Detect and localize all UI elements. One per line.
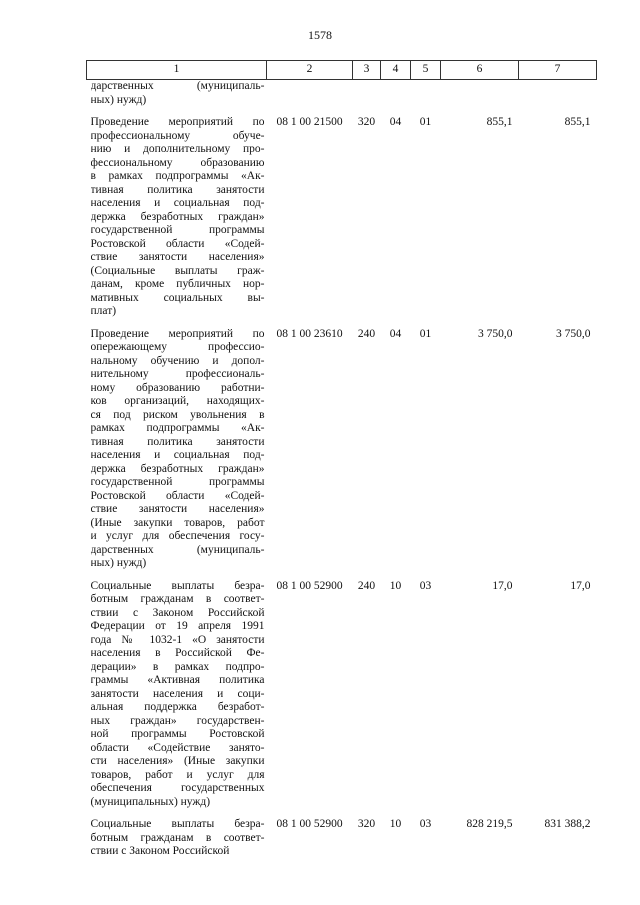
description-line: держка безработных граждан» [90,462,265,475]
subsection-code: 03 [419,818,432,830]
amount-year-2: 855,1 [564,116,591,128]
table-row [87,80,597,108]
description-line: ся под риском увольнения в [90,408,265,421]
row-spacer [87,319,597,328]
row-spacer [87,107,597,116]
row-description [87,580,267,810]
section-code: 10 [389,579,402,592]
column-header: 7 [519,61,597,80]
subsection-code: 03 [419,579,432,592]
table-row [87,818,597,859]
description-line: ных граждан» государствен- [90,714,265,727]
expense-type-code: 240 [357,579,376,592]
description-line: профессиональному обуче- [90,129,265,142]
description-line: Социальные выплаты безра- [90,579,265,592]
description-line: тивная политика занятости [90,435,265,448]
description-line: тивная политика занятости [90,183,265,196]
description-line: государственной программы [90,224,265,236]
row-spacer-cell [87,107,597,116]
description-line: (Иные закупки товаров, работ [90,516,265,529]
description-line: ному образованию работни- [90,381,265,394]
description-line: в рамках подпрограммы «Ак- [90,170,265,182]
amount-year-2: 831 388,2 [544,818,591,830]
description-line: ствие занятости населения» [90,251,265,263]
description-line: плат) [90,305,117,317]
description-line: ботным гражданам в соответ- [90,831,265,844]
page-number: 1578 [308,28,332,42]
budget-table [86,60,597,859]
description-line: (муниципальных) нужд) [90,795,211,808]
expense-type-code: 320 [357,116,376,128]
column-header: 2 [267,61,353,80]
row-spacer-cell [87,571,597,580]
row-description [87,818,267,859]
row-description [87,328,267,571]
section-code: 04 [389,116,402,128]
column-header: 3 [353,61,381,80]
description-line: Ростовской области «Содей- [90,237,265,250]
description-line: занятости населения и соци- [90,687,265,700]
row-spacer [87,571,597,580]
amount-year-1: 17,0 [492,579,513,592]
description-line: нию и дополнительному про- [90,143,265,155]
description-line: альная поддержка безработ- [90,701,265,713]
description-line: ботным гражданам в соответ- [90,593,265,605]
description-line: нительному профессиональ- [90,368,265,380]
description-line: (Социальные выплаты граж- [90,264,265,277]
description-line: данам, кроме публичных нор- [90,278,265,290]
description-line: области «Содействие занято- [90,741,265,754]
target-article-code: 08 1 00 21500 [276,116,343,128]
description-line: ков организаций, находящих- [90,395,265,407]
description-line: ных) нужд) [90,93,147,106]
amount-year-2 [519,80,597,108]
description-line: дарственных (муниципаль- [90,543,265,556]
description-line: Проведение мероприятий по [90,327,265,340]
description-line: держка безработных граждан» [90,210,265,223]
expense-type-code: 240 [357,327,376,340]
description-line: ных) нужд) [90,557,147,569]
subsection-code [411,80,441,108]
section-code [381,80,411,108]
description-line: товаров, работ и услуг для [90,768,265,781]
table-row [87,116,597,319]
row-description [87,116,267,319]
target-article-code: 08 1 00 52900 [276,818,343,830]
row-spacer-cell [87,809,597,818]
amount-year-1: 855,1 [486,116,513,128]
description-line: ствии с Законом Российской [90,845,230,857]
description-line: дерации» в рамках подпро- [90,660,265,673]
description-line: опережающему профессио- [90,341,265,353]
table-row [87,580,597,810]
column-number-header-row [87,61,597,80]
description-line: Федерации от 19 апреля 1991 [90,620,265,632]
section-code: 04 [389,327,402,340]
description-line: мативных социальных вы- [90,291,265,304]
amount-year-1: 828 219,5 [466,818,513,830]
description-line: населения в Российской Фе- [90,647,265,659]
target-article-code: 08 1 00 23610 [276,327,343,340]
row-description [87,80,267,108]
section-code: 10 [389,818,402,830]
expense-type-code: 320 [357,818,376,830]
row-spacer [87,809,597,818]
description-line: ствие занятости населения» [90,503,265,515]
description-line: дарственных (муниципаль- [90,80,265,92]
table-body [87,80,597,859]
target-article-code [267,80,353,108]
description-line: ной программы Ростовской [90,728,265,740]
column-header: 5 [411,61,441,80]
description-line: Социальные выплаты безра- [90,818,265,830]
description-line: обеспечения государственных [90,782,265,794]
description-line: населения и социальная под- [90,449,265,461]
subsection-code: 01 [419,327,432,340]
description-line: граммы «Активная политика [90,674,265,686]
description-line: ствии с Законом Российской [90,606,265,619]
description-line: нальному обучению и допол- [90,354,265,367]
table-row [87,328,597,571]
amount-year-1: 3 750,0 [478,327,513,340]
column-header: 4 [381,61,411,80]
row-spacer-cell [87,319,597,328]
description-line: Проведение мероприятий по [90,116,265,128]
subsection-code: 01 [419,116,432,128]
column-header: 1 [87,61,267,80]
description-line: населения и социальная под- [90,197,265,209]
description-line: фессиональному образованию [90,156,265,169]
amount-year-2: 3 750,0 [556,327,591,340]
target-article-code: 08 1 00 52900 [276,579,343,592]
expense-type-code [353,80,381,108]
description-line: года № 1032-1 «О занятости [90,633,265,646]
description-line: сти населения» (Иные закупки [90,755,265,767]
description-line: и услуг для обеспечения госу- [90,530,265,542]
column-header: 6 [441,61,519,80]
description-line: рамках подпрограммы «Ак- [90,422,265,434]
amount-year-2: 17,0 [570,579,591,592]
amount-year-1 [441,80,519,108]
description-line: Ростовской области «Содей- [90,489,265,502]
description-line: государственной программы [90,476,265,488]
